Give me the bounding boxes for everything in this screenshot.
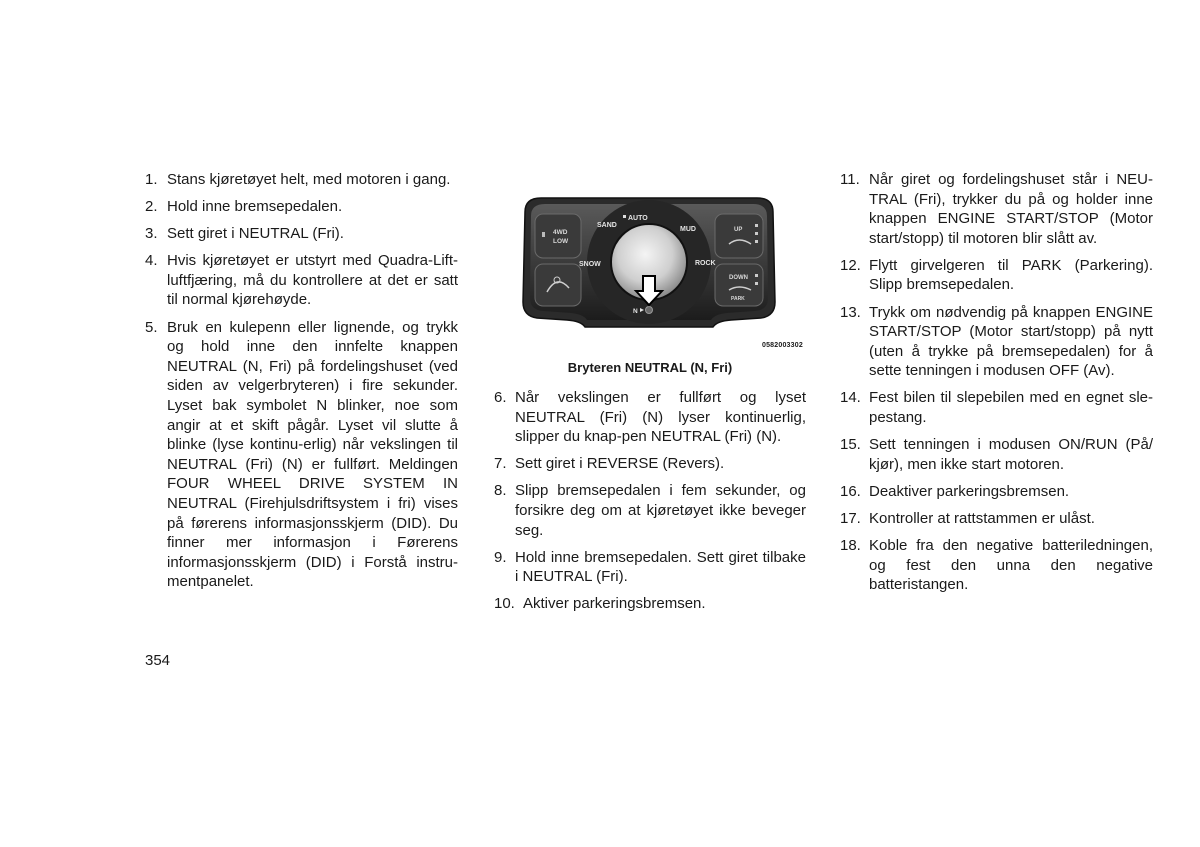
item-text: Hold inne bremsepedalen. Sett giret tilbake i NEUTRAL (Fri). <box>515 548 806 586</box>
item-number: 18. <box>840 537 861 554</box>
item-text: Sett giret i NEUTRAL (Fri). <box>167 225 344 243</box>
snow-label: SNOW <box>579 261 601 268</box>
item-text: Når giret og fordelingshuset står i NEU-TRAL (Fri), trykker du på og holder inne knappen ENGINE START/STOP (Motor start/stopp) til motoren blir slått av. <box>869 171 1153 247</box>
item-number: 13. <box>840 303 861 321</box>
item-text: Aktiver parkeringsbremsen. <box>523 595 706 613</box>
hill-descent-button <box>535 264 581 306</box>
page-number: 354 <box>145 652 171 669</box>
up-label: UP <box>734 227 743 233</box>
list-item <box>145 170 458 190</box>
item-number: 3. <box>145 225 158 243</box>
item-number: 1. <box>145 171 158 188</box>
item-number: 5. <box>145 318 158 336</box>
item-number: 4. <box>145 252 158 270</box>
item-text: Stans kjøretøyet helt, med motoren i gang. <box>167 171 451 188</box>
rock-label: ROCK <box>695 260 716 267</box>
list-item <box>840 482 1153 502</box>
item-text: Trykk om nødvendig på knappen ENGINE START/STOP (Motor start/stopp) på nytt (uten å trykke på bremsepedalen) for å sette tenningen i modusen OFF (Av). <box>869 303 1153 380</box>
list-item <box>145 197 458 217</box>
down-label: DOWN <box>729 275 748 281</box>
list-item <box>494 594 806 614</box>
list-item <box>840 170 1153 248</box>
list-item <box>145 251 458 310</box>
item-text: Bruk en kulepenn eller lignende, og trykk og hold inne den innfelte knappen NEUTRAL (N, Fri) på fordelingshuset (ved siden av velgerbryteren) i fire sekunder. Lyset bak symbolet N blinker, noe som angir at et skift pågår. Lyset vil slutte å blinke (lyse kontinu-erlig) når vekslingen til NEUTRAL (Fri) (N) er fullført. Meldingen FOUR WHEEL DRIVE SYSTEM IN NEUTRAL (Firehjulsdriftsystem i fri) vises på førerens informasjonsskjerm (DID). Du finner mer informasjon i Førerens informasjonsskjerm (DID) i Forstå instru-mentpanelet. <box>167 318 458 591</box>
list-item <box>494 454 806 474</box>
mud-label: MUD <box>680 226 696 233</box>
list-item <box>840 509 1153 529</box>
item-number: 16. <box>840 482 861 500</box>
item-text: Fest bilen til slepebilen med en egnet sle-pestang. <box>869 389 1153 427</box>
item-number: 17. <box>840 509 861 527</box>
item-number: 9. <box>494 548 507 566</box>
list-item <box>145 318 458 592</box>
low-label: LOW <box>553 238 569 245</box>
item-number: 11. <box>840 171 860 188</box>
item-text: Sett tenningen i modusen ON/RUN (På/ kjør), men ikke start motoren. <box>869 436 1153 473</box>
list-item <box>840 388 1153 427</box>
4wd-label: 4WD <box>553 229 568 236</box>
item-number: 12. <box>840 256 861 274</box>
air-suspension-up-button <box>715 214 763 258</box>
neutral-switch-figure <box>517 194 781 328</box>
neutral-button <box>646 307 653 314</box>
item-number: 8. <box>494 482 507 500</box>
middle-column <box>494 388 806 621</box>
auto-label: AUTO <box>628 215 648 222</box>
item-text: Deaktiver parkeringsbremsen. <box>869 482 1070 500</box>
item-text: Flytt girvelgeren til PARK (Parkering). Slipp bremsepedalen. <box>869 256 1153 294</box>
list-item <box>494 481 806 540</box>
item-number: 2. <box>145 198 158 216</box>
item-text: Sett giret i REVERSE (Revers). <box>515 455 725 473</box>
item-text: Koble fra den negative batteriledningen, og fest den unna den negative batteristangen. <box>869 537 1153 594</box>
item-text: Kontroller at rattstammen er ulåst. <box>869 509 1095 527</box>
park-label: PARK <box>731 296 745 302</box>
figure-code: 0582003302 <box>762 342 803 349</box>
sand-label: SAND <box>597 222 617 229</box>
item-number: 7. <box>494 455 507 473</box>
list-item <box>145 224 458 244</box>
right-column <box>840 170 1153 602</box>
item-text: Hvis kjøretøyet er utstyrt med Quadra-Lift-luftfjæring, må du kontrollere at det er satt til normal kjørehøyde. <box>167 252 458 309</box>
figure-caption: Bryteren NEUTRAL (N, Fri) <box>567 360 733 375</box>
item-number: 6. <box>494 389 507 406</box>
item-number: 10. <box>494 595 515 613</box>
4wd-low-button <box>535 214 581 258</box>
list-item <box>494 548 806 587</box>
list-item <box>840 536 1153 595</box>
list-item <box>840 256 1153 295</box>
item-number: 15. <box>840 436 861 454</box>
list-item <box>494 388 806 447</box>
list-item <box>840 303 1153 381</box>
n-label: N <box>633 308 638 315</box>
left-column <box>145 170 458 599</box>
item-text: Når vekslingen er fullført og lyset NEUTRAL (Fri) (N) lyser kontinuerlig, slipper du knap-pen NEUTRAL (Fri) (N). <box>515 389 806 446</box>
item-text: Hold inne bremsepedalen. <box>167 198 343 216</box>
list-item <box>840 435 1153 474</box>
item-number: 14. <box>840 389 861 407</box>
item-text: Slipp bremsepedalen i fem sekunder, og forsikre deg om at kjøretøyet ikke beveger seg. <box>515 482 806 539</box>
